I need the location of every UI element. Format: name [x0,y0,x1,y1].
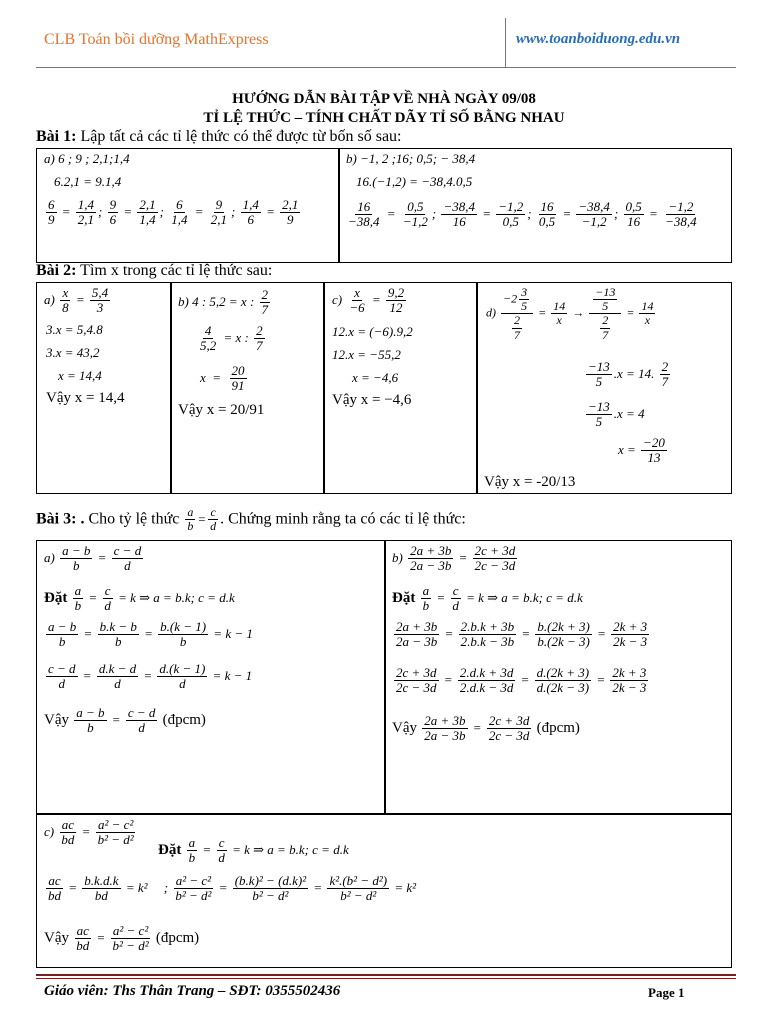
bai3-b-step1: $\frac{2a + 3b}{2a - 3b}$ = $\frac{2.b.k + 3b}{2.b.k - 3b}$ = $\frac{b.(2k + 3)}{b.(2k - 3)}$ = $\frac{2k + 3}{2k - 3}$ [396,619,648,650]
bai2-a-equation: a) $\frac{x}{8}$ = $\frac{5,4}{3}$ [44,285,109,316]
bai1-a-product: 6.2,1 = 9.1,4 [54,174,122,189]
bai3-divider-v [384,540,386,814]
bai2-heading [36,262,272,280]
bai3-b-step2: $\frac{2c + 3d}{2c - 3d}$ = $\frac{2.d.k + 3d}{2.d.k - 3d}$ = $\frac{d.(2k + 3)}{d.(2k - 3)}$ = $\frac{2k + 3}{2k - 3}$ [396,665,647,696]
bai3-c-conclusion: Vậy $\frac{ac}{bd}$ = $\frac{\text{a² − c²}}{\text{b² − d²}}$ (đpcm) [44,923,200,954]
bai2-b-equation: b) 4 : 5,2 = x : $\frac{2}{7}$ [178,287,269,318]
bai3-a-claim: a) $\frac{a - b}{b}$ = $\frac{c - d}{d}$ [44,543,142,574]
bai3-c-claim: c) $\frac{ac}{bd}$ = $\frac{\text{a² − c²}}{\text{b² − d²}}$ [44,817,134,848]
bai3-a-conclusion: Vậy $\frac{a - b}{b}$ = $\frac{c - d}{d}$ (đpcm) [44,705,206,736]
bai2-b-result: Vậy x = 20/91 [178,402,265,418]
bai3-a-step2: $\frac{c - d}{d}$ = $\frac{d.k - d}{d}$ = $\frac{d.(k - 1)}{d}$ = k − 1 [48,661,253,692]
bai2-label: Bài 2: [36,262,77,279]
bai1-b-numbers: b) −1, 2 ;16; 0,5; − 38,4 [346,151,476,166]
bai1-heading [36,128,401,146]
page-number: Page 1 [648,985,685,1000]
bai1-divider [338,148,340,263]
bai3-divider-h [36,813,732,815]
bai2-text: Tìm x trong các tỉ lệ thức sau: [80,262,273,279]
bai1-label: Bài 1: [36,128,77,145]
bai3-text-post: . Chứng minh rằng ta có các tỉ lệ thức: [220,510,466,528]
bai2-c-step2: 12.x = −55,2 [332,347,401,362]
bai2-a-step1: 3.x = 5,4.8 [46,322,103,337]
footer-teacher: Giáo viên: Ths Thân Trang – SĐT: 0355502436 [44,983,341,999]
bai2-c-equation: c) $\frac{x}{-6}$ = $\frac{9,2}{12}$ [332,285,405,316]
bai2-d-result: Vậy x = -20/13 [484,474,576,490]
bai3-heading: Bài 3: . Cho tỷ lệ thức $\frac{a}{b}$ = $\frac{c}{d}$ . Chứng minh rằng ta có các tỉ lệ thức: [36,505,466,534]
header-divider [505,18,506,68]
bai2-a-step3: x = 14,4 [58,368,102,383]
footer-rule-thick [36,974,736,976]
bai2-b-step1: $\frac{4}{5,2}$ = x : $\frac{2}{7}$ [200,323,263,354]
bai3-a-set: Đặt $\frac{a}{b}$ = $\frac{c}{d}$ = k ⇒ a = b.k; c = d.k [44,583,235,614]
bai3-b-set: Đặt $\frac{a}{b}$ = $\frac{c}{d}$ = k ⇒ a = b.k; c = d.k [392,583,583,614]
bai2-divider-2 [323,282,325,494]
bai2-d-equation: d) −2 $\frac{3}{5}$ $\frac{2}{7}$ = $\frac{14}{x}$ → $\frac{\frac{-13}{5}}{\frac{2}{7}}$ = $\frac{14}{x}$ [486,285,654,342]
bai3-text-pre: Cho tỷ lệ thức [88,510,180,528]
footer-rule-thin [36,978,736,979]
bai1-a-proportions: $\frac{6}{9}$ = $\frac{1,4}{2,1}$ ; $\frac{9}{6}$ = $\frac{2,1}{1,4}$ ; $\frac{6}{1,4}$ = $\frac{9}{2,1}$ ; $\frac{1,4}{6}$ = $\frac{2,1}{9}$ [48,197,299,228]
page-title: HƯỚNG DẪN BÀI TẬP VỀ NHÀ NGÀY 09/08 [232,91,536,107]
bai1-b-proportions: $\frac{16}{-38,4}$ = $\frac{0,5}{-1,2}$ ; $\frac{-38,4}{16}$ = $\frac{-1,2}{0,5}$ ; $\frac{16}{0,5}$ = $\frac{-38,4}{-1,2}$ ; $\frac{0,5}{16}$ = $\frac{-1,2}{-38,4}$ [348,199,697,230]
bai1-a-numbers: a) 6 ; 9 ; 2,1;1,4 [44,151,130,166]
bai2-divider-1 [170,282,172,494]
bai3-given-left: $\frac{a}{b}$ [187,505,194,534]
bai2-d-step1: $\frac{-13}{5}$ .x = 14. $\frac{2}{7}$ [588,359,669,390]
bai1-b-product: 16.(−1,2) = −38,4.0,5 [356,174,473,189]
bai1-text: Lập tất cả các tỉ lệ thức có thể được từ bốn số sau: [80,128,402,145]
bai3-c-step1: $\frac{ac}{bd}$ = $\frac{b.k.d.k}{bd}$ = k² ; $\frac{\text{a² − c²}}{\text{b² − d²}}$ = $\frac{\text{(b.k)² − (d.k)²}}{\text{b² − d²}}$ = $\frac{\text{k².(b² − d²)}}{\text{b² − d²}}$ = k² [48,873,417,904]
bai3-a-step1: $\frac{a - b}{b}$ = $\frac{b.k - b}{b}$ = $\frac{b.(k - 1)}{b}$ = k − 1 [48,619,253,650]
bai2-d-step3: x = $\frac{-20}{13}$ [618,435,665,466]
bai2-b-step2: x = $\frac{20}{91}$ [200,363,245,394]
bai3-b-claim: b) $\frac{2a + 3b}{2a - 3b}$ = $\frac{2c + 3d}{2c - 3d}$ [392,543,516,574]
bai3-given-right: $\frac{c}{d}$ [210,505,217,534]
bai2-c-result: Vậy x = −4,6 [332,392,412,408]
club-name: CLB Toán bồi dưỡng MathExpress [44,31,269,48]
bai3-c-set: Đặt $\frac{a}{b}$ = $\frac{c}{d}$ = k ⇒ a = b.k; c = d.k [158,835,349,866]
bai2-a-step2: 3.x = 43,2 [46,345,100,360]
page-subtitle: TỈ LỆ THỨC – TÍNH CHẤT DÃY TỈ SỐ BẰNG NHAU [203,110,565,126]
bai2-divider-3 [476,282,478,494]
bai2-a-result: Vậy x = 14,4 [46,390,125,406]
bai3-b-conclusion: Vậy $\frac{2a + 3b}{2a - 3b}$ = $\frac{2c + 3d}{2c - 3d}$ (đpcm) [392,713,580,744]
website-link[interactable]: www.toanboiduong.edu.vn [516,31,681,47]
bai3-label: Bài 3: . [36,510,85,528]
bai2-c-step3: x = −4,6 [352,370,399,385]
header-rule [36,67,736,68]
bai2-d-step2: $\frac{-13}{5}$ .x = 4 [588,399,645,430]
bai2-c-step1: 12.x = (−6).9,2 [332,324,413,339]
